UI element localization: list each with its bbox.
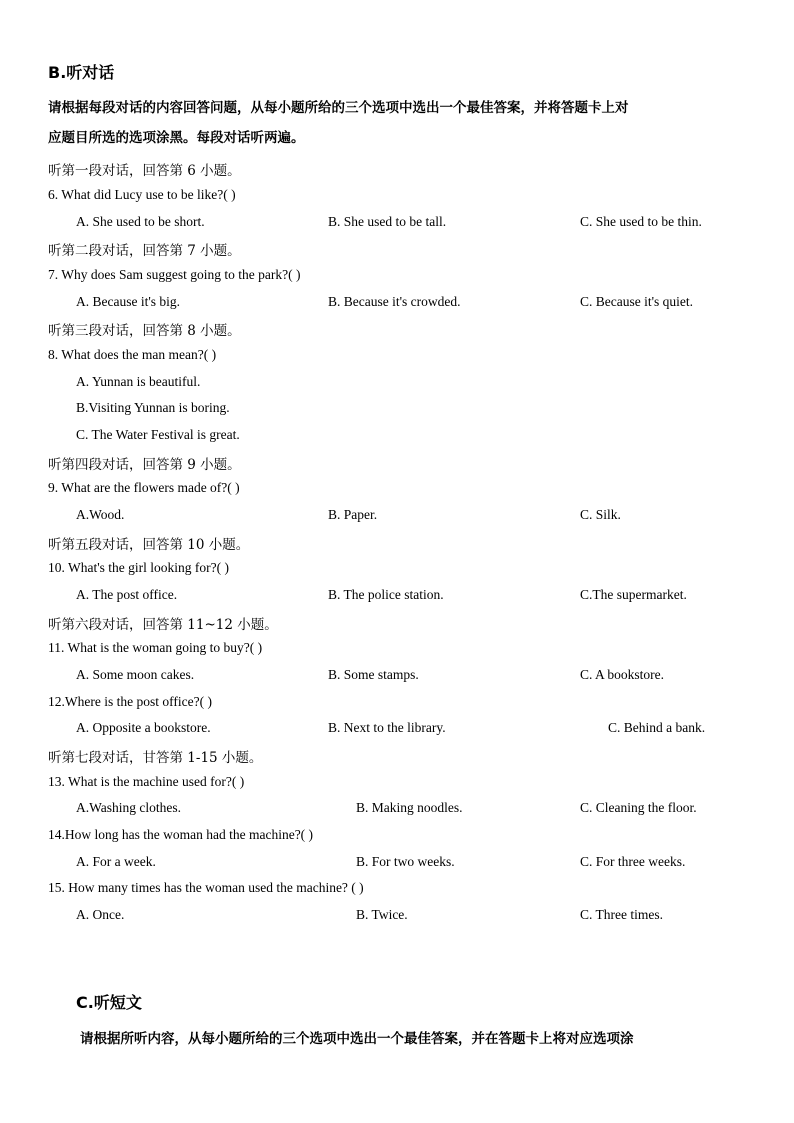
question-7: 7. Why does Sam suggest going to the park?( )	[48, 267, 301, 282]
question-8: 8. What does the man mean?( )	[48, 347, 217, 362]
question-9: 9. What are the flowers made of?( )	[48, 480, 240, 495]
question-13-option-b: B. Making noodles.	[356, 800, 463, 815]
question-11-option-a: A. Some moon cakes.	[76, 667, 195, 682]
question-15-option-b: B. Twice.	[356, 907, 408, 922]
question-14-option-a: A. For a week.	[76, 854, 156, 869]
dialog-6-heading: 听第六段对话，回答第 11~12 小题。	[48, 617, 278, 633]
dialog-2-heading: 听第二段对话，回答第 7 小题。	[48, 243, 241, 259]
question-8-option-a: A. Yunnan is beautiful.	[76, 374, 201, 389]
question-15-option-c: C. Three times.	[580, 907, 663, 922]
question-8-option-b: B.Visiting Yunnan is boring.	[76, 400, 230, 415]
dialog-7-heading: 听第七段对话，甘答第 1-15 小题。	[48, 750, 263, 766]
question-10-option-c: C.The supermarket.	[580, 587, 687, 602]
question-11: 11. What is the woman going to buy?( )	[48, 640, 263, 655]
question-15-option-a: A. Once.	[76, 907, 125, 922]
question-7-option-c: C. Because it's quiet.	[580, 294, 694, 309]
question-9-option-a: A.Wood.	[76, 507, 125, 522]
question-9-option-b: B. Paper.	[328, 507, 378, 522]
dialog-1-heading: 听第一段对话，回答第 6 小题。	[48, 163, 241, 179]
section-b-instruction-line1: 请根据每段对话的内容回答问题，从每小题所给的三个选项中选出一个最佳答案，并将答题卡上对	[48, 100, 629, 116]
question-14-option-c: C. For three weeks.	[580, 854, 686, 869]
question-11-option-c: C. A bookstore.	[580, 667, 665, 682]
section-c-instruction-line1: 请根据所听内容，从每小题所给的三个选项中选出一个最佳答案，并在答题卡上将对应选项涂	[80, 1031, 634, 1047]
section-c-title: C.听短文	[76, 993, 142, 1012]
question-10-option-b: B. The police station.	[328, 587, 444, 602]
question-7-option-b: B. Because it's crowded.	[328, 294, 461, 309]
question-8-option-c: C. The Water Festival is great.	[76, 427, 240, 442]
dialog-4-heading: 听第四段对话，回答第 9 小题。	[48, 457, 241, 473]
question-10: 10. What's the girl looking for?( )	[48, 560, 230, 575]
question-13-option-c: C. Cleaning the floor.	[580, 800, 697, 815]
question-9-option-c: C. Silk.	[580, 507, 621, 522]
question-6-option-b: B. She used to be tall.	[328, 214, 447, 229]
question-14-option-b: B. For two weeks.	[356, 854, 455, 869]
question-7-option-a: A. Because it's big.	[76, 294, 181, 309]
question-12-option-c: C. Behind a bank.	[608, 720, 706, 735]
section-b-instruction-line2: 应题目所选的选项涂黑。每段对话听两遍。	[48, 130, 305, 146]
question-6: 6. What did Lucy use to be like?( )	[48, 187, 236, 202]
question-12-option-a: A. Opposite a bookstore.	[76, 720, 211, 735]
question-6-option-c: C. She used to be thin.	[580, 214, 702, 229]
section-b-title: B.听对话	[48, 63, 115, 82]
question-11-option-b: B. Some stamps.	[328, 667, 419, 682]
question-13-option-a: A.Washing clothes.	[76, 800, 182, 815]
question-14: 14.How long has the woman had the machine?( )	[48, 827, 314, 842]
dialog-5-heading: 听第五段对话，回答第 10 小题。	[48, 537, 250, 553]
question-10-option-a: A. The post office.	[76, 587, 178, 602]
question-13: 13. What is the machine used for?( )	[48, 774, 245, 789]
question-6-option-a: A. She used to be short.	[76, 214, 205, 229]
question-12: 12.Where is the post office?( )	[48, 694, 212, 709]
dialog-3-heading: 听第三段对话，回答第 8 小题。	[48, 323, 241, 339]
question-12-option-b: B. Next to the library.	[328, 720, 446, 735]
question-15: 15. How many times has the woman used the machine? ( )	[48, 880, 364, 895]
